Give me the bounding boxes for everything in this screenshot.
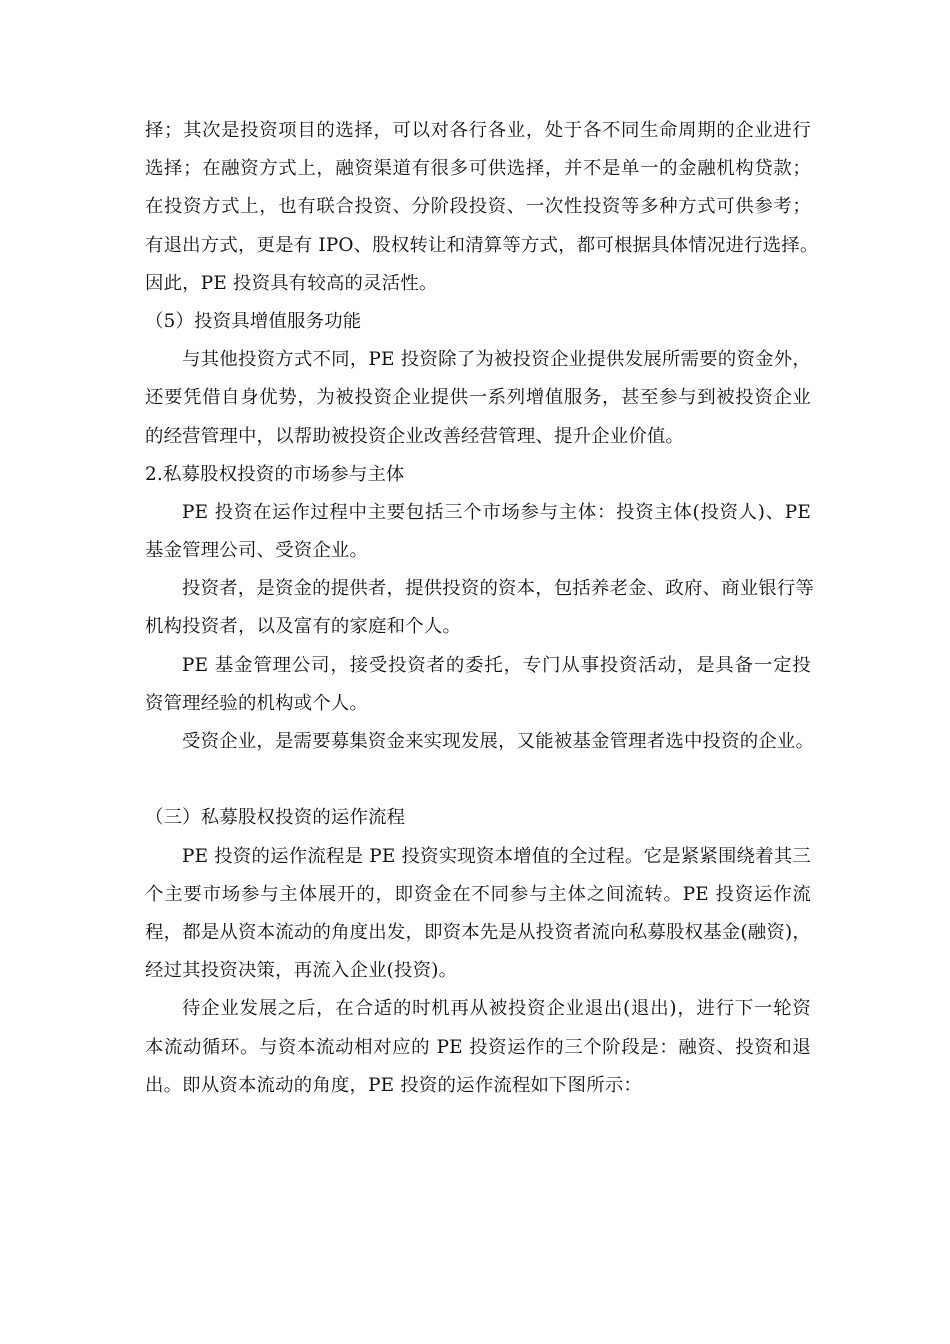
blank-line xyxy=(145,761,811,799)
paragraph-line: PE 投资的运作流程是 PE 投资实现资本增值的全过程。它是紧紧围绕着其三 xyxy=(182,845,811,867)
paragraph-line: 受资企业，是需要募集资金来实现发展，又能被基金管理者选中投资的企业。 xyxy=(182,731,815,752)
paragraph-line: 待企业发展之后，在合适的时机再从被投资企业退出(退出)，进行下一轮资 xyxy=(182,998,811,1020)
paragraph-line: 的经营管理中，以帮助被投资企业改善经营管理、提升企业价值。 xyxy=(145,425,685,447)
paragraph-line: PE 基金管理公司，接受投资者的委托，专门从事投资活动，是具备一定投 xyxy=(182,654,811,676)
paragraph-line: 程，都是从资本流动的角度出发，即资本先是从投资者流向私募股权基金(融资)， xyxy=(145,921,811,943)
paragraph-line: 择；其次是投资项目的选择，可以对各行各业，处于各不同生命周期的企业进行 xyxy=(145,120,811,141)
paragraph-line: 有退出方式，更是有 IPO、股权转让和清算等方式，都可根据具体情况进行选择。 xyxy=(145,234,819,256)
paragraph-line: 基金管理公司、受资企业。 xyxy=(145,540,369,562)
body-text xyxy=(145,112,819,1105)
paragraph-line: 因此，PE 投资具有较高的灵活性。 xyxy=(145,272,438,294)
paragraph-line: PE 投资在运作过程中主要包括三个市场参与主体：投资主体(投资人)、PE xyxy=(182,501,811,523)
paragraph-line: 还要凭借自身优势，为被投资企业提供一系列增值服务，甚至参与到被投资企业 xyxy=(145,387,811,409)
paragraph-line: 本流动循环。与资本流动相对应的 PE 投资运作的三个阶段是：融资、投资和退 xyxy=(145,1036,811,1058)
paragraph-line: 在投资方式上，也有联合投资、分阶段投资、一次性投资等多种方式可供参考； xyxy=(145,196,811,218)
paragraph-line: 个主要市场参与主体展开的，即资金在不同参与主体之间流转。PE 投资运作流 xyxy=(145,883,811,905)
paragraph-line: 与其他投资方式不同，PE 投资除了为被投资企业提供发展所需要的资金外， xyxy=(182,349,811,371)
subheading: （5）投资具增值服务功能 xyxy=(145,310,362,332)
section-heading: 2.私募股权投资的市场参与主体 xyxy=(145,463,405,485)
paragraph-line: 投资者，是资金的提供者，提供投资的资本，包括养老金、政府、商业银行等 xyxy=(182,578,815,600)
paragraph-line: 经过其投资决策，再流入企业(投资)。 xyxy=(145,960,458,982)
paragraph-line: 机构投资者，以及富有的家庭和个人。 xyxy=(145,616,462,638)
paragraph-line: 资管理经验的机构或个人。 xyxy=(145,692,369,714)
paragraph-line: 选择；在融资方式上，融资渠道有很多可供选择，并不是单一的金融机构贷款； xyxy=(145,158,811,180)
chapter-heading: （三）私募股权投资的运作流程 xyxy=(145,807,406,829)
paragraph-line: 出。即从资本流动的角度，PE 投资的运作流程如下图所示： xyxy=(145,1074,643,1096)
